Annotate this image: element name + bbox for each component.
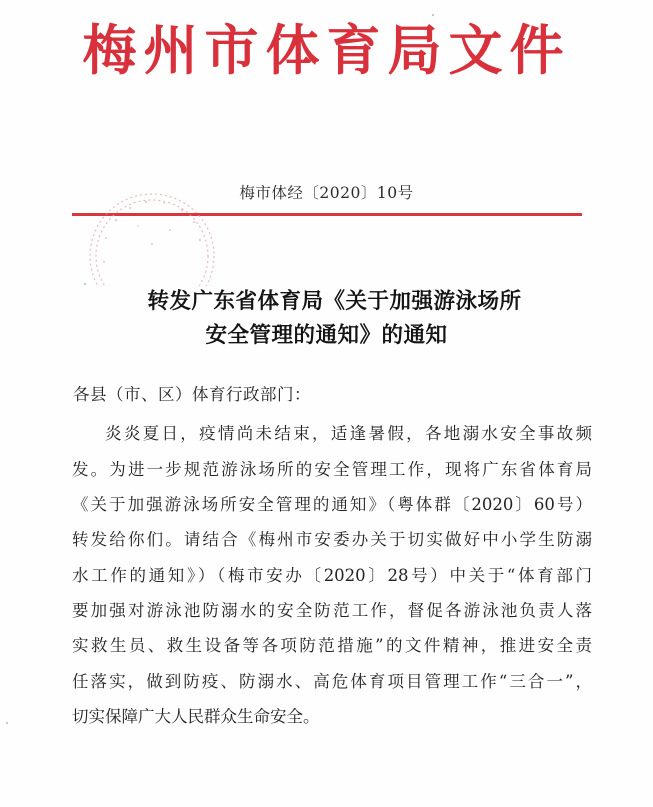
scan-speck xyxy=(432,14,434,16)
scan-speck xyxy=(84,283,86,285)
body-line-4: 转发给你们。请结合《梅州市安委办关于切实做好中小学生防溺 xyxy=(72,530,592,549)
body-line-5: 水工作的通知》）（梅市安办〔2020〕28号）中关于“体育部门 xyxy=(72,566,592,585)
body-line-3: 《关于加强游泳场所安全管理的通知》（粤体群〔2020〕60号） xyxy=(72,495,592,514)
document-number: 梅市体经〔2020〕10号 xyxy=(239,184,414,202)
scan-speck xyxy=(6,722,8,724)
body-line-9: 切实保障广大人民群众生命安全。 xyxy=(72,707,320,726)
document-title-line-1: 转发广东省体育局《关于加强游泳场所 xyxy=(147,289,522,314)
seal-icon xyxy=(86,186,218,286)
letterhead-title: 梅州市体育局文件 xyxy=(82,18,571,82)
body-line-1: 炎炎夏日，疫情尚未结束，适逢暑假，各地溺水安全事故频 xyxy=(105,424,592,443)
body-line-7: 实救生员、救生设备等各项防范措施”的文件精神，推进安全责 xyxy=(72,636,592,655)
official-seal-stamp xyxy=(86,186,218,286)
document-title-line-2: 安全管理的通知》的通知 xyxy=(205,323,448,348)
body-line-6: 要加强对游泳池防溺水的安全防范工作，督促各游泳池负责人落 xyxy=(72,601,592,620)
body-line-2: 发。为进一步规范游泳场所的安全管理工作，现将广东省体育局 xyxy=(72,460,592,479)
body-line-8: 任落实，做到防疫、防溺水、高危体育项目管理工作“三合一”， xyxy=(72,672,592,691)
salutation: 各县（市、区）体育行政部门： xyxy=(73,385,311,404)
